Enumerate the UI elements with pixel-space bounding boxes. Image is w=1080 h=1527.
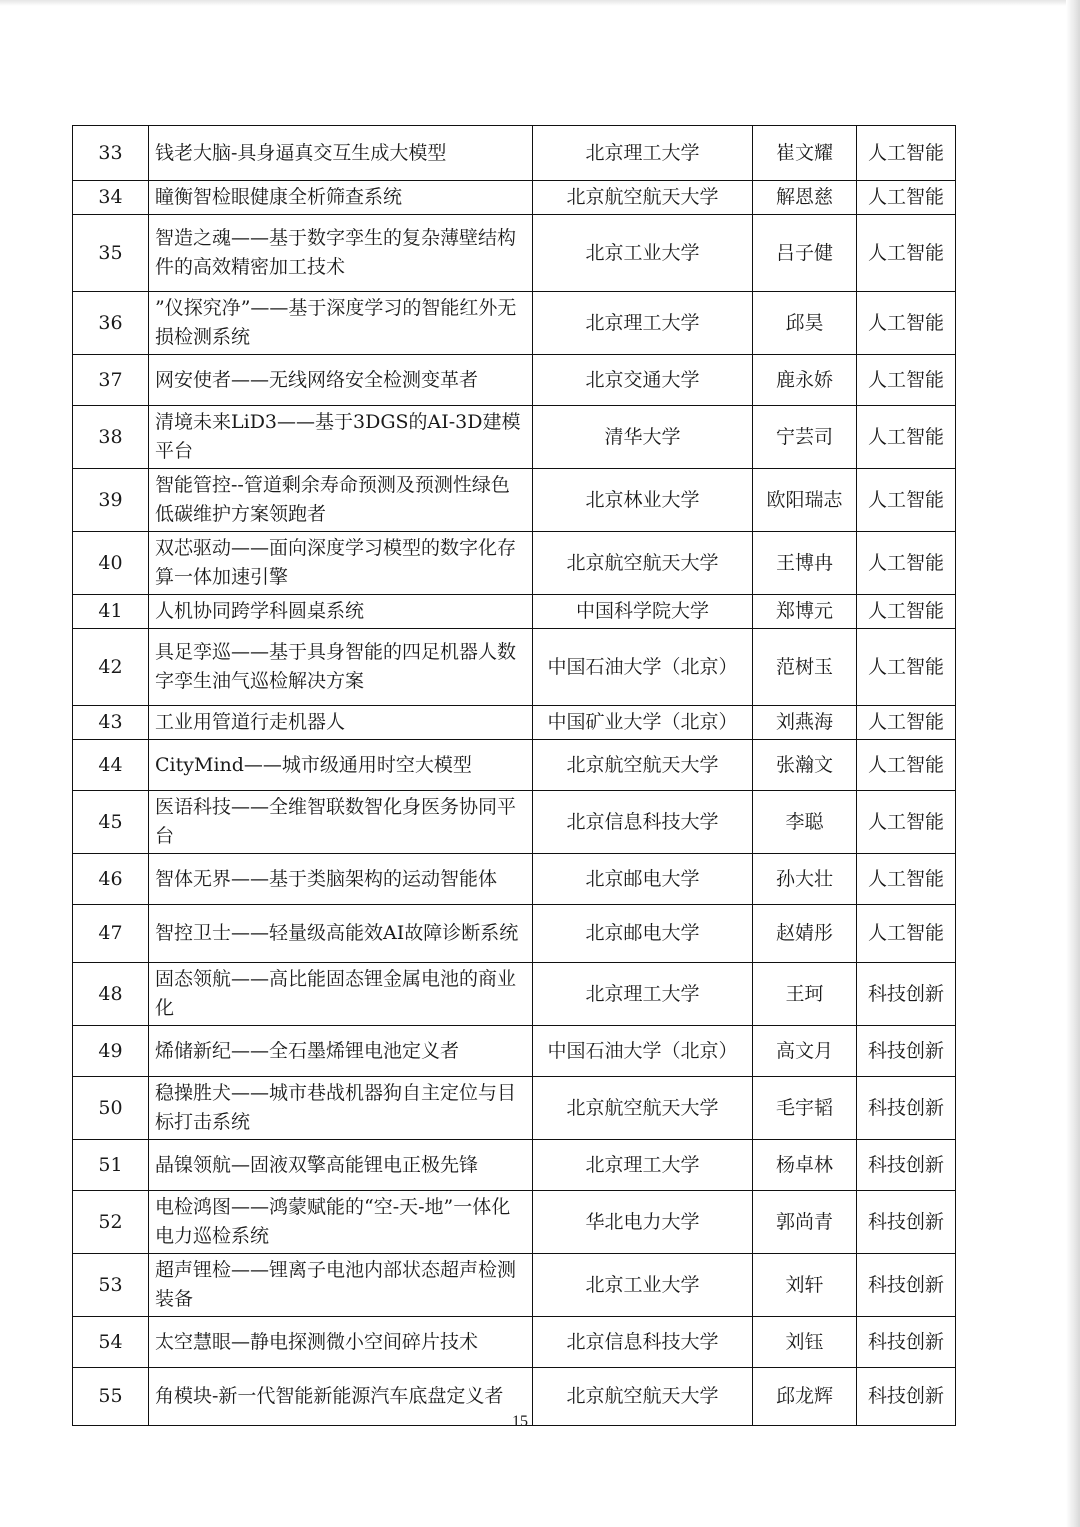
- project-name: 清境未来LiD3——基于3DGS的AI-3D建模平台: [149, 406, 533, 469]
- project-name: 网安使者——无线网络安全检测变革者: [149, 355, 533, 406]
- project-name: 智体无界——基于类脑架构的运动智能体: [149, 854, 533, 905]
- leader-name: 孙大壮: [753, 854, 857, 905]
- project-name: ”仪探究净”——基于深度学习的智能红外无损检测系统: [149, 292, 533, 355]
- track-name: 人工智能: [857, 905, 956, 963]
- leader-name: 吕子健: [753, 215, 857, 292]
- row-number: 36: [73, 292, 149, 355]
- track-name: 人工智能: [857, 595, 956, 629]
- table-row: [73, 1140, 956, 1191]
- table-row: [73, 740, 956, 791]
- project-name: 固态领航——高比能固态锂金属电池的商业化: [149, 963, 533, 1026]
- row-number: 52: [73, 1191, 149, 1254]
- table-row: [73, 292, 956, 355]
- row-number: 33: [73, 126, 149, 181]
- track-name: 人工智能: [857, 854, 956, 905]
- school-name: 中国石油大学（北京）: [533, 629, 753, 706]
- project-name: 电检鸿图——鸿蒙赋能的“空-天-地”一体化电力巡检系统: [149, 1191, 533, 1254]
- track-name: 科技创新: [857, 1077, 956, 1140]
- track-name: 人工智能: [857, 126, 956, 181]
- project-name: 医语科技——全维智联数智化身医务协同平台: [149, 791, 533, 854]
- project-name: 稳操胜犬——城市巷战机器狗自主定位与目标打击系统: [149, 1077, 533, 1140]
- scan-right-edge: [1066, 0, 1080, 1527]
- project-name: 具足孪巡——基于具身智能的四足机器人数字孪生油气巡检解决方案: [149, 629, 533, 706]
- track-name: 科技创新: [857, 1026, 956, 1077]
- row-number: 53: [73, 1254, 149, 1317]
- leader-name: 邱昊: [753, 292, 857, 355]
- school-name: 北京理工大学: [533, 1140, 753, 1191]
- table-row: [73, 963, 956, 1026]
- leader-name: 欧阳瑞志: [753, 469, 857, 532]
- leader-name: 刘燕海: [753, 706, 857, 740]
- school-name: 北京航空航天大学: [533, 740, 753, 791]
- track-name: 人工智能: [857, 406, 956, 469]
- track-name: 人工智能: [857, 215, 956, 292]
- row-number: 43: [73, 706, 149, 740]
- table-row: [73, 1026, 956, 1077]
- track-name: 科技创新: [857, 1140, 956, 1191]
- project-name: 烯储新纪——全石墨烯锂电池定义者: [149, 1026, 533, 1077]
- table-row: [73, 854, 956, 905]
- school-name: 北京信息科技大学: [533, 791, 753, 854]
- leader-name: 崔文耀: [753, 126, 857, 181]
- page-number: 15: [512, 1413, 528, 1430]
- row-number: 50: [73, 1077, 149, 1140]
- table-row: [73, 1077, 956, 1140]
- table-row: [73, 629, 956, 706]
- school-name: 北京工业大学: [533, 215, 753, 292]
- track-name: 科技创新: [857, 963, 956, 1026]
- row-number: 48: [73, 963, 149, 1026]
- table-row: [73, 595, 956, 629]
- leader-name: 郭尚青: [753, 1191, 857, 1254]
- school-name: 北京理工大学: [533, 963, 753, 1026]
- school-name: 北京交通大学: [533, 355, 753, 406]
- project-name: 智控卫士——轻量级高能效AI故障诊断系统: [149, 905, 533, 963]
- leader-name: 王珂: [753, 963, 857, 1026]
- row-number: 41: [73, 595, 149, 629]
- track-name: 人工智能: [857, 292, 956, 355]
- leader-name: 鹿永娇: [753, 355, 857, 406]
- leader-name: 解恩慈: [753, 181, 857, 215]
- table-row: [73, 706, 956, 740]
- track-name: 人工智能: [857, 706, 956, 740]
- school-name: 北京航空航天大学: [533, 181, 753, 215]
- table-row: [73, 791, 956, 854]
- school-name: 北京信息科技大学: [533, 1317, 753, 1368]
- row-number: 34: [73, 181, 149, 215]
- table-row: [73, 406, 956, 469]
- track-name: 人工智能: [857, 181, 956, 215]
- table-row: [73, 532, 956, 595]
- track-name: 人工智能: [857, 740, 956, 791]
- table-row: [73, 905, 956, 963]
- leader-name: 刘钰: [753, 1317, 857, 1368]
- project-name: 智造之魂——基于数字孪生的复杂薄壁结构件的高效精密加工技术: [149, 215, 533, 292]
- row-number: 55: [73, 1368, 149, 1426]
- school-name: 北京航空航天大学: [533, 532, 753, 595]
- row-number: 44: [73, 740, 149, 791]
- row-number: 35: [73, 215, 149, 292]
- leader-name: 邱龙辉: [753, 1368, 857, 1426]
- project-name: 角模块-新一代智能新能源汽车底盘定义者: [149, 1368, 533, 1426]
- school-name: 中国矿业大学（北京）: [533, 706, 753, 740]
- table-row: [73, 126, 956, 181]
- leader-name: 赵婧彤: [753, 905, 857, 963]
- row-number: 42: [73, 629, 149, 706]
- project-name: 晶镍领航—固液双擎高能锂电正极先锋: [149, 1140, 533, 1191]
- school-name: 中国科学院大学: [533, 595, 753, 629]
- row-number: 51: [73, 1140, 149, 1191]
- project-name: 工业用管道行走机器人: [149, 706, 533, 740]
- leader-name: 郑博元: [753, 595, 857, 629]
- leader-name: 毛宇韬: [753, 1077, 857, 1140]
- table-row: [73, 1317, 956, 1368]
- school-name: 华北电力大学: [533, 1191, 753, 1254]
- row-number: 54: [73, 1317, 149, 1368]
- leader-name: 宁芸司: [753, 406, 857, 469]
- table-row: [73, 469, 956, 532]
- school-name: 北京理工大学: [533, 126, 753, 181]
- track-name: 科技创新: [857, 1254, 956, 1317]
- school-name: 北京理工大学: [533, 292, 753, 355]
- school-name: 北京林业大学: [533, 469, 753, 532]
- school-name: 北京工业大学: [533, 1254, 753, 1317]
- leader-name: 高文月: [753, 1026, 857, 1077]
- row-number: 40: [73, 532, 149, 595]
- school-name: 清华大学: [533, 406, 753, 469]
- row-number: 46: [73, 854, 149, 905]
- table-row: [73, 355, 956, 406]
- school-name: 北京航空航天大学: [533, 1368, 753, 1426]
- leader-name: 李聪: [753, 791, 857, 854]
- row-number: 39: [73, 469, 149, 532]
- row-number: 45: [73, 791, 149, 854]
- project-table: [72, 125, 956, 1426]
- table-row: [73, 215, 956, 292]
- project-name: 人机协同跨学科圆桌系统: [149, 595, 533, 629]
- project-name: 钱老大脑-具身逼真交互生成大模型: [149, 126, 533, 181]
- row-number: 47: [73, 905, 149, 963]
- track-name: 人工智能: [857, 791, 956, 854]
- track-name: 人工智能: [857, 469, 956, 532]
- leader-name: 刘轩: [753, 1254, 857, 1317]
- project-name: 太空慧眼—静电探测微小空间碎片技术: [149, 1317, 533, 1368]
- school-name: 中国石油大学（北京）: [533, 1026, 753, 1077]
- track-name: 人工智能: [857, 629, 956, 706]
- table-row: [73, 1191, 956, 1254]
- leader-name: 杨卓林: [753, 1140, 857, 1191]
- school-name: 北京航空航天大学: [533, 1077, 753, 1140]
- school-name: 北京邮电大学: [533, 854, 753, 905]
- track-name: 科技创新: [857, 1191, 956, 1254]
- table-row: [73, 181, 956, 215]
- row-number: 38: [73, 406, 149, 469]
- track-name: 科技创新: [857, 1368, 956, 1426]
- row-number: 37: [73, 355, 149, 406]
- leader-name: 张瀚文: [753, 740, 857, 791]
- track-name: 人工智能: [857, 532, 956, 595]
- track-name: 人工智能: [857, 355, 956, 406]
- school-name: 北京邮电大学: [533, 905, 753, 963]
- project-name: 智能管控--管道剩余寿命预测及预测性绿色低碳维护方案领跑者: [149, 469, 533, 532]
- table-row: [73, 1254, 956, 1317]
- project-name: 瞳衡智检眼健康全析筛查系统: [149, 181, 533, 215]
- project-name: CityMind——城市级通用时空大模型: [149, 740, 533, 791]
- project-name: 超声锂检——锂离子电池内部状态超声检测装备: [149, 1254, 533, 1317]
- track-name: 科技创新: [857, 1317, 956, 1368]
- row-number: 49: [73, 1026, 149, 1077]
- leader-name: 范树玉: [753, 629, 857, 706]
- project-name: 双芯驱动——面向深度学习模型的数字化存算一体加速引擎: [149, 532, 533, 595]
- scan-top-shadow: [0, 0, 1080, 6]
- leader-name: 王博冉: [753, 532, 857, 595]
